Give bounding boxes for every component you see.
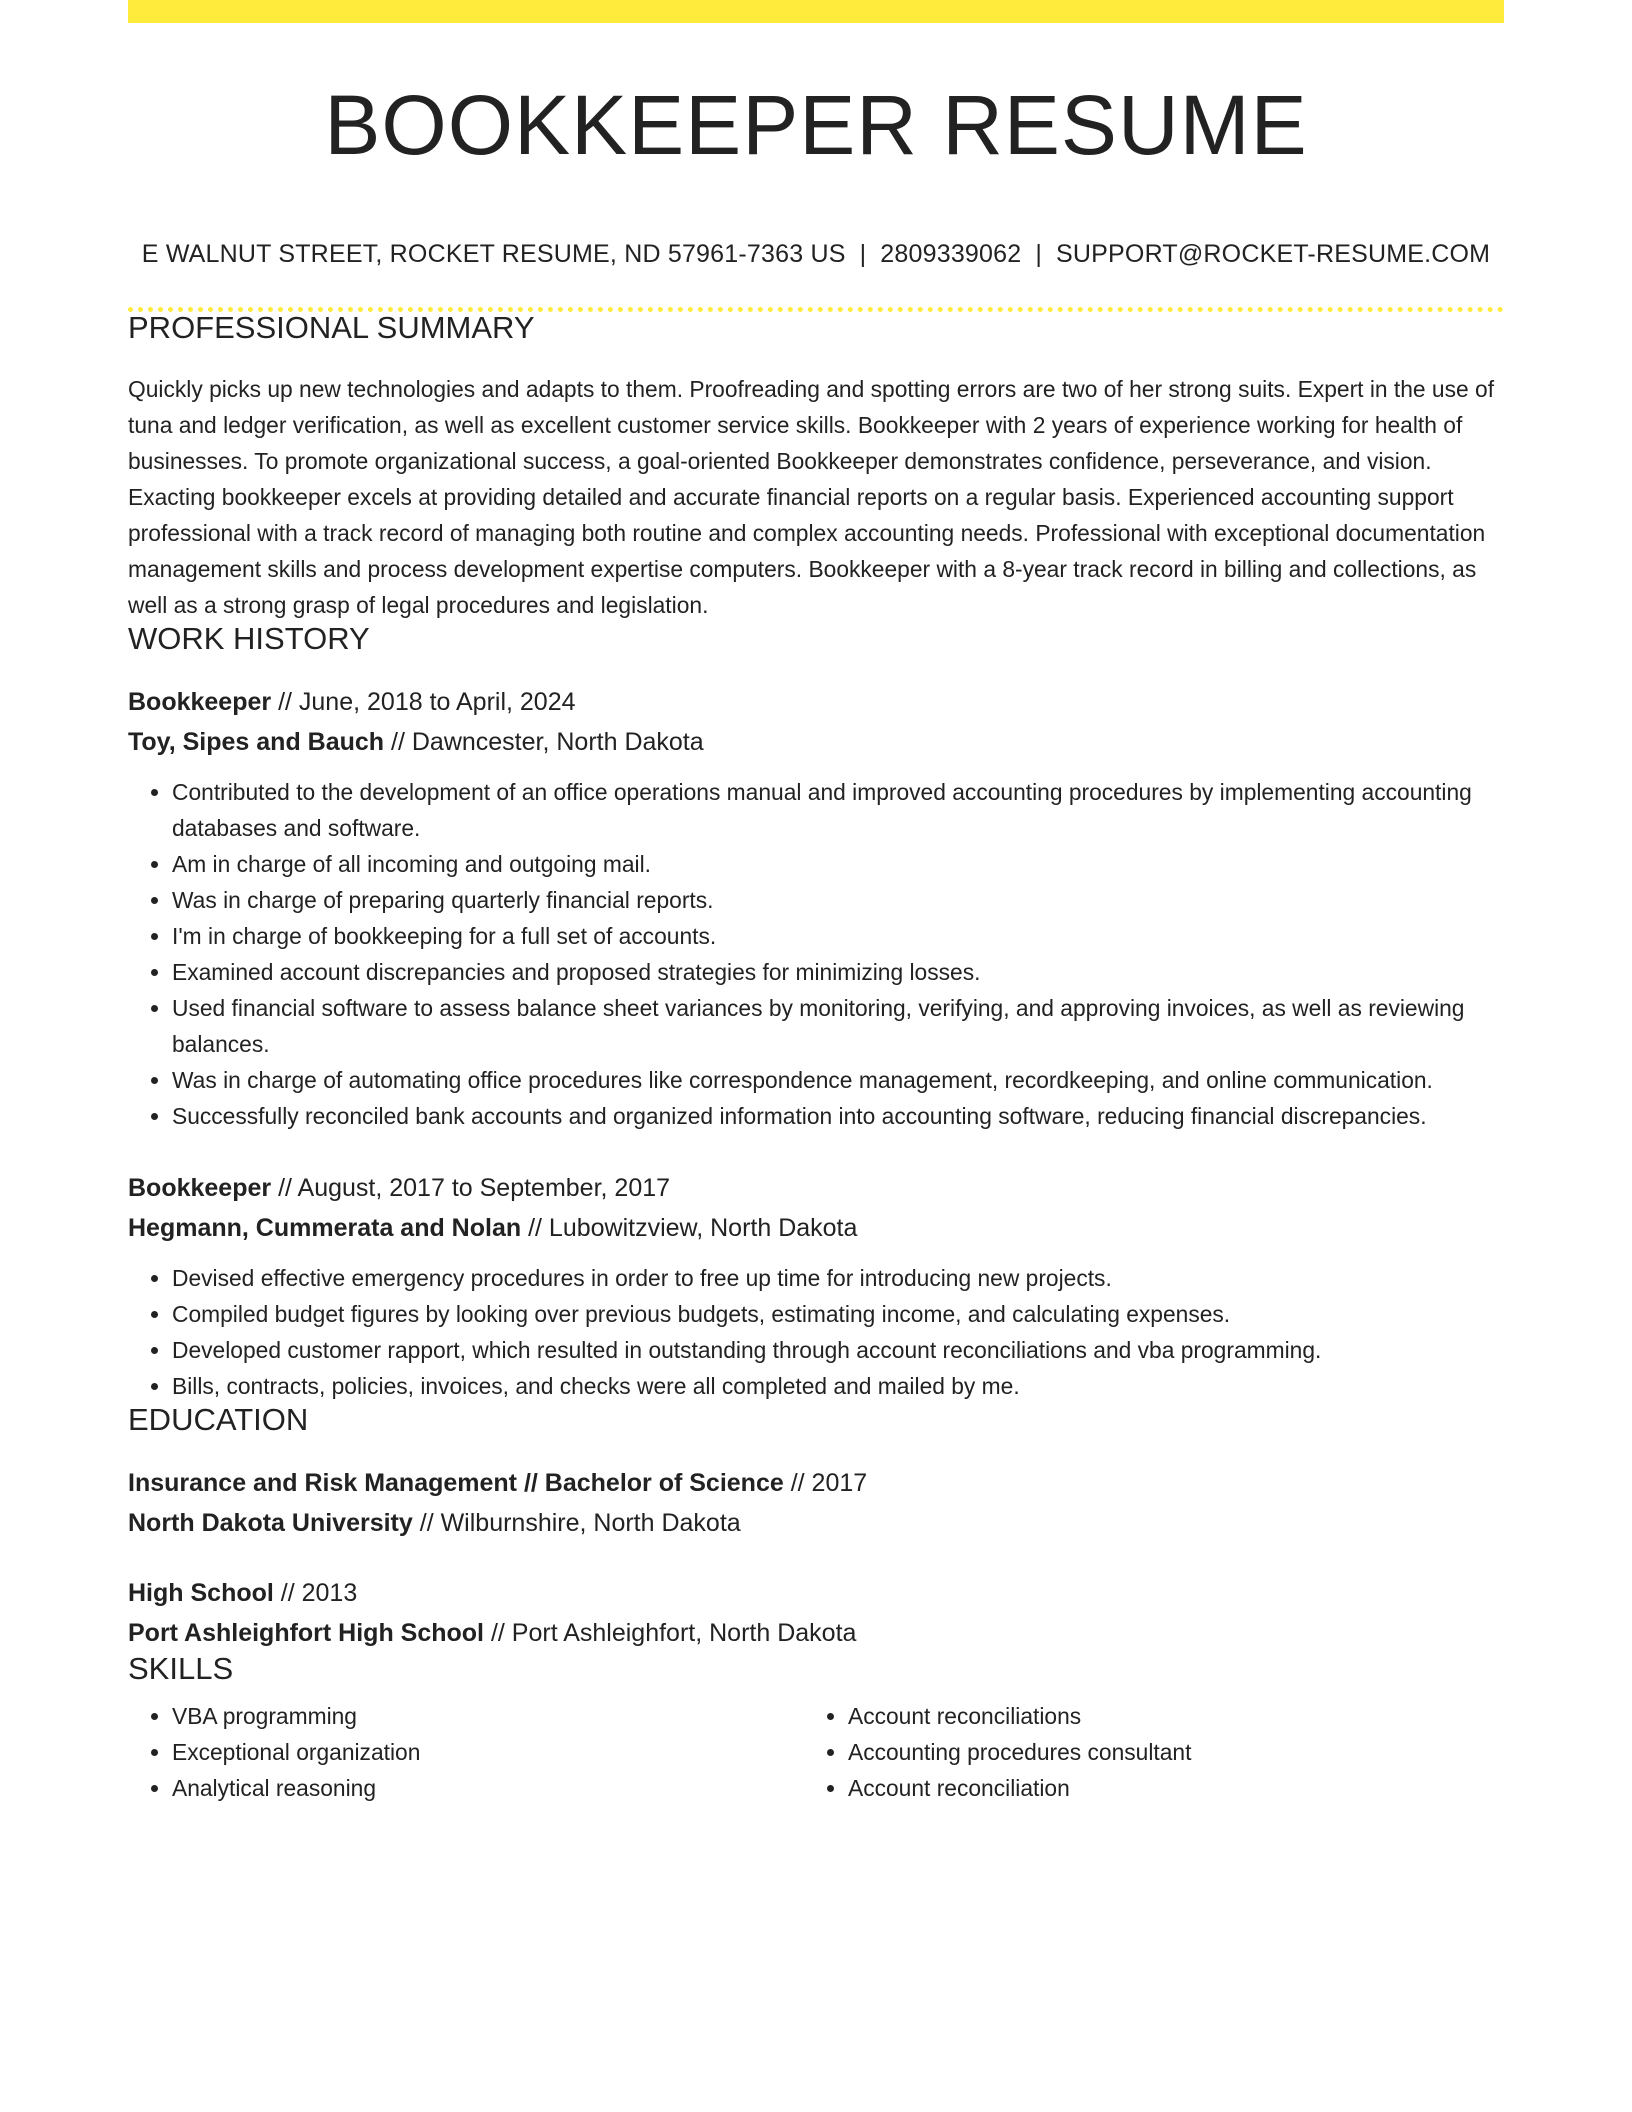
skill-item: • VBA programming [172, 1698, 804, 1734]
skill-item: • Exceptional organization [172, 1734, 804, 1770]
list-item: • Contributed to the development of an office operations manual and improved accounting procedures by implementing accounting databases and software. [172, 774, 1504, 846]
skills-right-list [804, 1698, 1480, 1806]
skill-item: • Account reconciliation [848, 1770, 1480, 1806]
contact-email: SUPPORT@ROCKET-RESUME.COM [1056, 240, 1491, 268]
summary-text: Quickly picks up new technologies and adapts to them. Proofreading and spotting errors are two of her strong suits. Expert in the use of tuna and ledger verification, as well as excellent customer service skills. Bookkeeper with 2 years of experience working for health of businesses. To promote organizational success, a goal-oriented Bookkeeper demonstrates confidence, perseverance, and vision. Exacting bookkeeper excels at providing detailed and accurate financial reports on a regular basis. Experienced accounting support professional with a track record of managing both routine and complex accounting needs. Professional with exceptional documentation management skills and process development expertise computers. Bookkeeper with a 8-year track record in billing and collections, as well as a strong grasp of legal procedures and legislation. [128, 376, 1495, 618]
job-location: // Dawncester, North Dakota [384, 728, 704, 756]
job-bullets [128, 774, 1504, 1134]
education-entry [128, 1463, 1504, 1543]
list-item: • Was in charge of preparing quarterly financial reports. [172, 882, 1504, 918]
job-dates: // August, 2017 to September, 2017 [271, 1174, 671, 1202]
job-location: // Lubowitzview, North Dakota [521, 1214, 858, 1242]
job-company: Hegmann, Cummerata and Nolan [128, 1214, 522, 1242]
skills-heading: SKILLS [128, 1651, 234, 1686]
skill-item: • Accounting procedures consultant [848, 1734, 1480, 1770]
summary-heading: PROFESSIONAL SUMMARY [128, 310, 535, 345]
education-entry [128, 1573, 1504, 1653]
list-item: • Bills, contracts, policies, invoices, and checks were all completed and mailed by me. [172, 1368, 1504, 1404]
job-company: Toy, Sipes and Bauch [128, 728, 385, 756]
job-role-line [128, 1168, 1504, 1208]
job-company-line [128, 1208, 1504, 1248]
list-item: • Was in charge of automating office procedures like correspondence management, recordkeeping, and online communication. [172, 1062, 1504, 1098]
education-location: // Wilburnshire, North Dakota [412, 1509, 741, 1537]
education-degree-line [128, 1463, 1504, 1503]
job-role: Bookkeeper [128, 1174, 272, 1202]
education-school: North Dakota University [128, 1509, 413, 1537]
education-year: // 2017 [783, 1469, 868, 1497]
job-dates: // June, 2018 to April, 2024 [271, 688, 576, 716]
list-item: • Used financial software to assess balance sheet variances by monitoring, verifying, and approving invoices, as well as reviewing balances. [172, 990, 1504, 1062]
list-item: • Developed customer rapport, which resulted in outstanding through account reconciliations and vba programming. [172, 1332, 1504, 1368]
education-year: // 2013 [273, 1579, 358, 1607]
contact-line [128, 242, 1504, 267]
education-location: // Port Ashleighfort, North Dakota [484, 1619, 857, 1647]
skill-item: • Analytical reasoning [172, 1770, 804, 1806]
education-school-line [128, 1613, 1504, 1653]
list-item: • Examined account discrepancies and proposed strategies for minimizing losses. [172, 954, 1504, 990]
list-item: • Successfully reconciled bank accounts and organized information into accounting software, reducing financial discrepancies. [172, 1098, 1504, 1134]
contact-address: E WALNUT STREET, ROCKET RESUME, ND 57961-7363 US [141, 240, 846, 268]
education-degree-line [128, 1573, 1504, 1613]
job-entry [128, 1168, 1504, 1404]
list-item: • Devised effective emergency procedures in order to free up time for introducing new projects. [172, 1260, 1504, 1296]
skill-item: • Account reconciliations [848, 1698, 1480, 1734]
list-item: • I'm in charge of bookkeeping for a full set of accounts. [172, 918, 1504, 954]
education-school-line [128, 1503, 1504, 1543]
job-company-line [128, 722, 1504, 762]
list-item: • Compiled budget figures by looking over previous budgets, estimating income, and calculating expenses. [172, 1296, 1504, 1332]
education-school: Port Ashleighfort High School [128, 1619, 485, 1647]
contact-phone: 2809339062 [880, 240, 1022, 268]
education-degree: High School [128, 1579, 274, 1607]
skills-left-list [128, 1698, 804, 1806]
work-history-heading: WORK HISTORY [128, 621, 370, 656]
job-role-line [128, 682, 1504, 722]
accent-top-bar [128, 0, 1504, 23]
education-heading: EDUCATION [128, 1402, 309, 1437]
contact-separator: | [859, 240, 867, 268]
contact-separator: | [1035, 240, 1043, 268]
resume-page [128, 0, 1504, 1806]
list-item: • Am in charge of all incoming and outgoing mail. [172, 846, 1504, 882]
job-entry [128, 682, 1504, 1134]
job-bullets [128, 1260, 1504, 1404]
resume-title: BOOKKEEPER RESUME [324, 78, 1308, 172]
education-degree: Insurance and Risk Management // Bachelor of Science [128, 1469, 784, 1497]
skills-columns [128, 1698, 1504, 1806]
job-role: Bookkeeper [128, 688, 272, 716]
